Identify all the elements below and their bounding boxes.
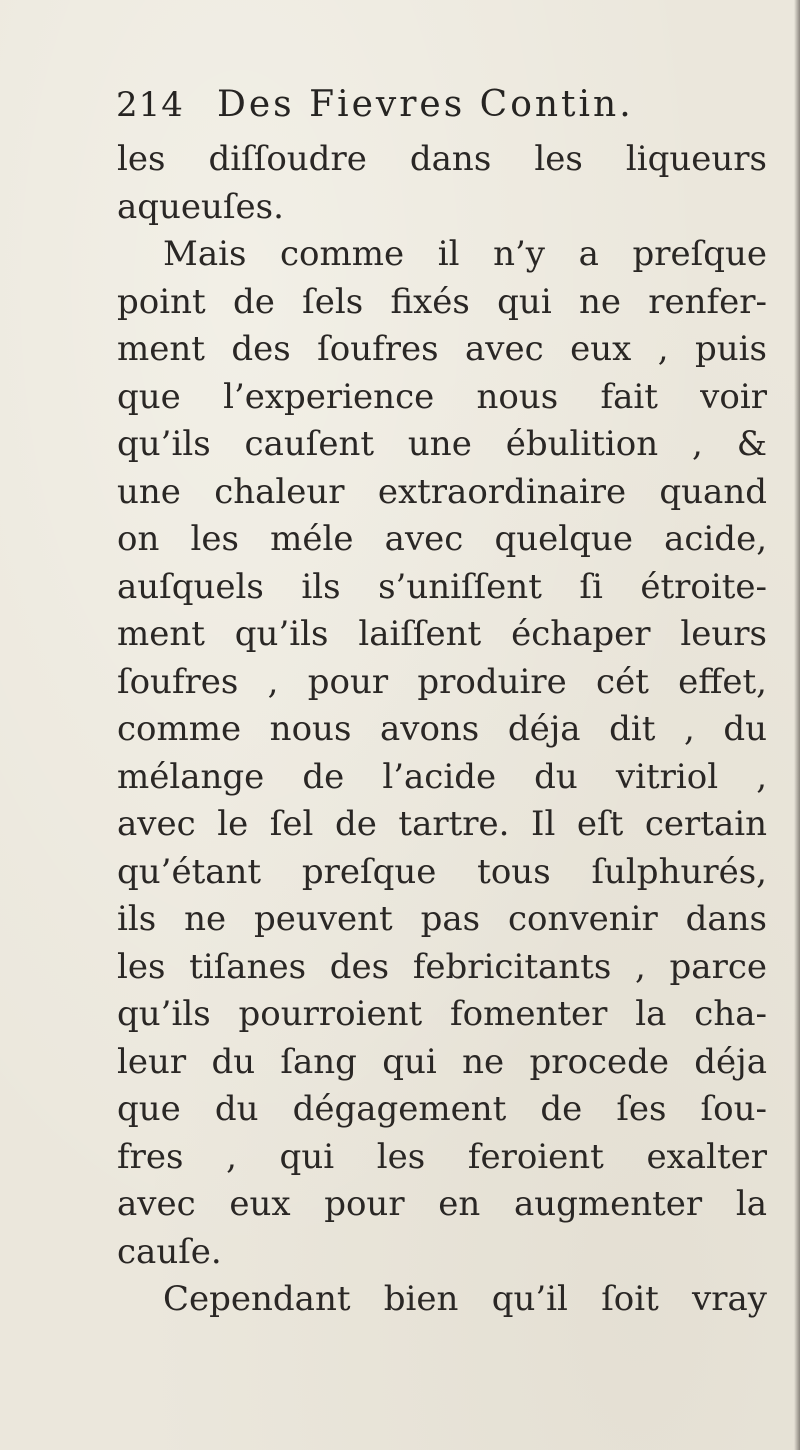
text-line: ils ne peuvent pas convenir dans (117, 899, 767, 939)
text-line: ment qu’ils laiſſent échaper leurs (117, 614, 767, 654)
page-edge-shadow (794, 0, 800, 1450)
text-line: mélange de l’acide du vitriol , (117, 756, 767, 797)
paragraph-first-line: Mais comme il n’y a preſque (163, 234, 767, 274)
text-line: qu’étant preſque tous ſulphurés, (117, 851, 767, 892)
text-line: ſoufres , pour produire cét effet, (117, 661, 767, 702)
text-line: ment des ſoufres avec eux , puis (117, 329, 767, 369)
text-line: que l’experience nous fait voir (117, 376, 767, 417)
text-line: les diſſoudre dans les liqueurs (117, 139, 767, 179)
text-line: point de ſels fixés qui ne renfer- (117, 281, 767, 322)
text-line: fres , qui les feroient exalter (117, 1136, 767, 1177)
text-line: aqueuſes. (117, 186, 284, 227)
running-head: Des Fievres Contin. (217, 84, 634, 125)
text-line: que du dégagement de ſes ſou- (117, 1089, 767, 1129)
text-line: on les méle avec quelque acide, (117, 519, 767, 559)
body-text (117, 136, 767, 1324)
text-line: cauſe. (117, 1231, 222, 1272)
text-line: les tiſanes des febricitants , parce (117, 946, 767, 987)
text-line: auſquels ils s’uniſſent ſi étroite- (117, 566, 767, 607)
text-line: comme nous avons déja dit , du (117, 709, 767, 749)
text-line: qu’ils pourroient fomenter la cha- (117, 994, 767, 1034)
page-header (116, 84, 634, 138)
text-line: une chaleur extraordinaire quand (117, 471, 767, 512)
page-number: 214 (116, 85, 184, 125)
paragraph-first-line: Cependant bien qu’il ſoit vray (163, 1279, 767, 1319)
text-line: qu’ils cauſent une ébulition , & (117, 424, 767, 464)
text-line: avec le ſel de tartre. Il eſt certain (117, 804, 767, 844)
text-line: leur du ſang qui ne procede déja (117, 1041, 767, 1082)
text-line: avec eux pour en augmenter la (117, 1184, 767, 1224)
